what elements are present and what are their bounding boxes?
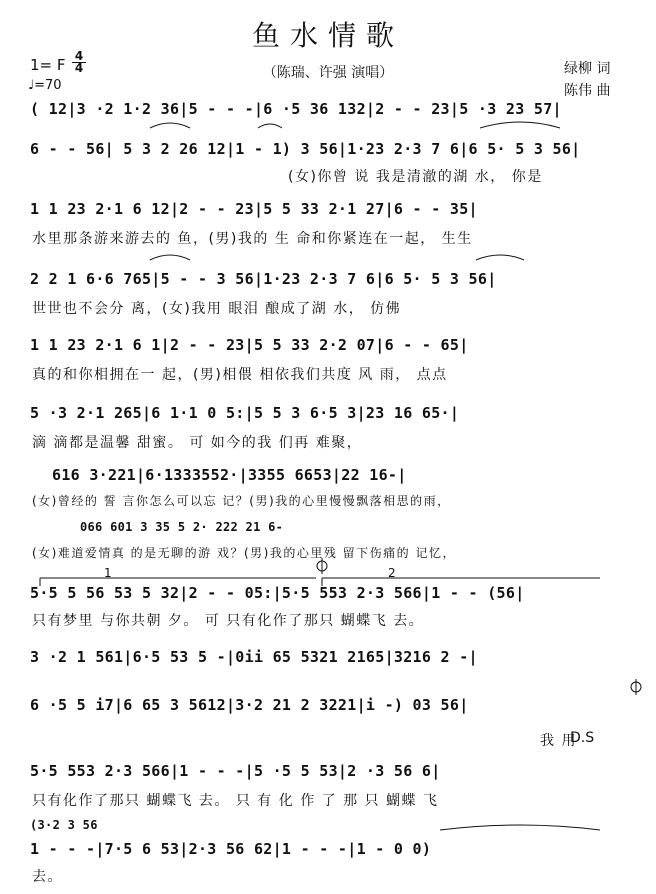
tie-arc [440,825,600,830]
lyric-line: 真的和你相拥在一 起，(男)相偎 相依我们共度 风 雨， 点点 [32,367,448,383]
tie-arc [480,122,560,128]
tie-arc [150,255,190,260]
lyric-line: (女)你曾 说 我是清澈的湖 水， 你是 [288,169,543,185]
time-signature-top: 4 [74,49,84,63]
composer-credit: 陈伟 曲 [564,83,611,99]
notation-line: 1 - - -|7·5 6 53|2·3 56 62|1 - - -|1 - 0 0) [30,840,432,858]
lyric-line: 只有梦里 与你共朝 夕。 可 只有化作了那只 蝴蝶飞 去。 [32,613,425,629]
notation-line: 066 601 3 35 5 2· 222 21 6- [80,520,284,534]
notation-line: 1 1 23 2·1 6 1|2 - - 23|5 5 33 2·2 07|6 - - 65| [30,336,469,354]
song-title: 鱼水情歌 [251,19,404,52]
volta-2-label: 2 [388,566,396,580]
lyric-line: 去。 [32,869,63,885]
key-signature: 1= F [30,56,66,74]
notation-line: 3 ·2 1 561|6·5 53 5 -|0ii 65 5321 2165|3216 2 -| [30,648,478,666]
notation-line: ( 12|3 ·2 1·2 36|5 - - -|6 ·5 36 132|2 - - 23|5 ·3 23 57| [30,100,562,118]
lyric-line: 世世也不会分 离，(女)我用 眼泪 酿成了湖 水， 仿佛 [32,301,402,317]
tie-arc [258,124,282,128]
lyric-line: 水里那条游来游去的 鱼，(男)我的 生 命和你紧连在一起， 生生 [32,231,473,247]
notation-line: 5·5 5 56 53 5 32|2 - - 05:|5·5 553 2·3 566|1 - - (56| [30,584,525,602]
lyric-line: (女)难道爱情真 的是无聊的游 戏？(男)我的心里残 留下伤痛的 记忆， [32,546,456,560]
notation-line: 5·5 553 2·3 566|1 - - -|5 ·5 5 53|2 ·3 56 6| [30,762,441,780]
lyric-line: (女)曾经的 誓 言你怎么可以忘 记？(男)我的心里慢慢飘落相思的雨， [32,494,451,508]
lyric-line: 滴 滴都是温馨 甜蜜。 可 如今的我 们再 难聚， [32,435,363,451]
tempo-mark: ♩=70 [28,78,62,93]
small-notation: (3·2 3 56 [30,818,98,832]
tie-arc [150,123,190,128]
notation-line: 5 ·3 2·1 265|6 1·1 0 5:|5 5 3 6·5 3|23 16 65·| [30,404,460,422]
notation-line: 6 - - 56| 5 3 2 26 12|1 - 1) 3 56|1·23 2·3 7 6|6 5· 5 3 56| [30,140,581,158]
lyricist-credit: 绿柳 词 [564,61,611,77]
performers: （陈瑞、许强 演唱） [262,65,394,81]
tie-arc [476,255,524,260]
lyric-line: 只有化作了那只 蝴蝶飞 去。 只 有 化 作 了 那 只 蝴蝶 飞 [32,793,439,809]
lyric-line: 我 用 [540,733,577,749]
notation-line: 2 2 1 6·6 765|5 - - 3 56|1·23 2·3 7 6|6 5· 5 3 56| [30,270,497,288]
notation-line: 616 3·221|6·1333552·|3355 6653|22 16-| [52,466,407,484]
notation-line: 1 1 23 2·1 6 12|2 - - 23|5 5 33 2·1 27|6 - - 35| [30,200,478,218]
volta-1-label: 1 [104,566,112,580]
time-signature-bottom: 4 [72,62,86,74]
notation-line: 6 ·5 5 i7|6 65 3 5612|3·2 21 2 3221|i -) 03 56| [30,696,469,714]
ds-mark: D.S [570,730,595,746]
